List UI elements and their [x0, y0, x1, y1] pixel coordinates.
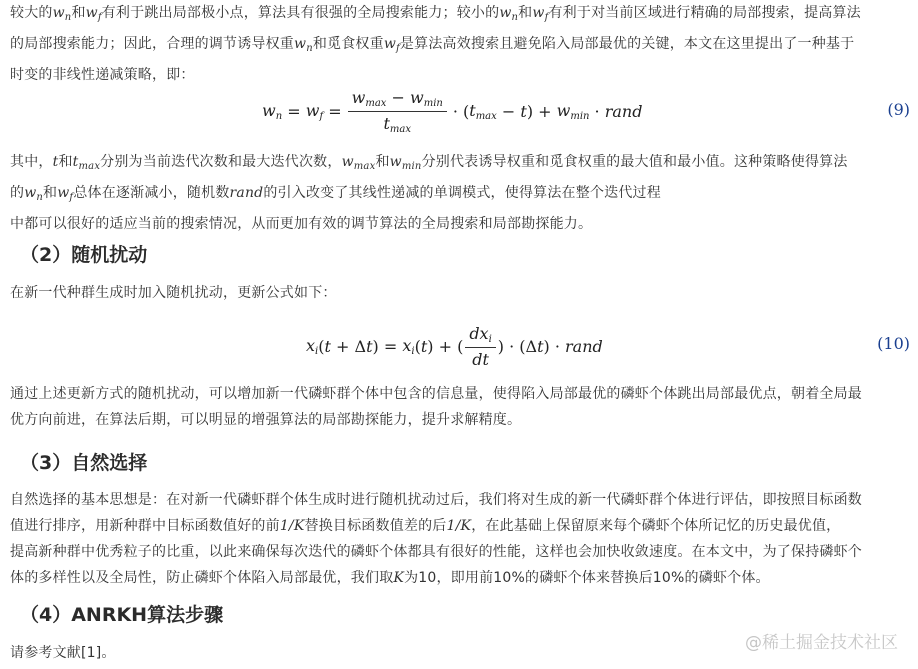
math-1-over-k: 1/K	[279, 518, 305, 534]
equation-number: (9)	[887, 100, 910, 119]
text: 分别为当前迭代次数和最大迭代次数，	[100, 154, 342, 170]
text: 优方向前进，在算法后期，可以明显的增强算法的局部勘探能力，提升求解精度。	[10, 412, 522, 428]
text: 在新一代种群生成时加入随机扰动，更新公式如下：	[10, 285, 337, 301]
fraction: $\frac{dx_i}{dt}$	[465, 324, 495, 369]
line-2	[10, 407, 910, 433]
text: 分别代表诱导权重和觅食权重的最大值和最小值。这种策略使得算法	[421, 154, 848, 170]
text: 提高新种群中优秀粒子的比重，以此来确保每次迭代的磷虾个体都具有很好的性能，这样也会加快收敛速度。在本文中，为了保持磷虾个	[10, 544, 862, 560]
math-wf: $w_f$	[85, 5, 102, 23]
math-t: t	[52, 154, 59, 170]
text: 时变的非线性递减策略，即：	[10, 67, 195, 83]
text: 为10，即用前10%的磷虾个体来替换后10%的磷虾个体。	[404, 570, 770, 586]
text: 较大的	[10, 5, 53, 21]
text: 和觅食权重	[312, 36, 384, 52]
paragraph-perturbation-effect	[10, 381, 910, 433]
math-tmax: $t_{max}$	[72, 154, 101, 172]
math-wf: $w_f$	[532, 5, 549, 23]
math-wn: $w_n$	[294, 36, 313, 54]
line-1	[10, 487, 910, 513]
text: 有利于对当前区域进行精确的局部搜索，提高算法	[548, 5, 861, 21]
reference-text: 请参考文献[1]。	[10, 645, 116, 661]
line-3	[10, 211, 910, 237]
math-wf: $w_f$	[383, 36, 400, 54]
line-4	[10, 565, 910, 591]
text: 总体在逐渐减小，随机数	[73, 185, 230, 201]
line-3	[10, 62, 910, 88]
math-wf: $w_f$	[57, 185, 74, 203]
text: 值进行排序，用新种群中目标函数值好的前	[10, 518, 280, 534]
math-wmin: $w_{min}$	[389, 154, 422, 172]
line-2	[10, 180, 910, 211]
math-wn: $w_n$	[52, 5, 72, 23]
text: 替换目标函数值差的后	[304, 518, 447, 534]
equation-10	[0, 322, 918, 370]
math-wn: $w_n$	[24, 185, 44, 203]
math-wmax: $w_{max}$	[341, 154, 376, 172]
math-k: K	[393, 570, 405, 586]
text: 体的多样性以及全局性，防止磷虾个体陷入局部最优，我们取	[10, 570, 394, 586]
text: 中都可以很好的适应当前的搜索情况，从而更加有效的调节算法的全局搜索和局部勘探能力。	[10, 216, 593, 232]
math-rand: rand	[229, 185, 264, 201]
fraction: $\frac{w_{max} - w_{min}}{t_{max}}$	[348, 88, 447, 135]
line-1	[10, 149, 910, 180]
math-wn: $w_n$	[499, 5, 519, 23]
text: 和	[71, 5, 86, 21]
paragraph-natural-selection	[10, 487, 910, 591]
line-2	[10, 31, 910, 62]
text: 和	[518, 5, 533, 21]
text: 通过上述更新方式的随机扰动，可以增加新一代磷虾群个体中包含的信息量，使得陷入局部最优的磷虾个体跳出局部最优点，朝着全局最	[10, 386, 862, 402]
line-1	[10, 0, 910, 31]
text: 和	[58, 154, 73, 170]
math-1-over-k: 1/K	[446, 518, 472, 534]
equation-9-body: $w_n$ = $w_f$ = $\frac{w_{max} - w_{min}}{t_{max}}$ · ( $t_{max}$ − t ) + $w_{min}$ · rand	[262, 87, 643, 135]
paragraph-weights-intro	[10, 0, 910, 88]
equation-number: (10)	[877, 334, 910, 353]
line-3	[10, 539, 910, 565]
heading-natural-selection: （3）自然选择	[20, 452, 148, 474]
text: 自然选择的基本思想是：在对新一代磷虾群个体生成时进行随机扰动过后，我们将对生成的新一代磷虾群个体进行评估，即按照目标函数	[10, 492, 862, 508]
text: ，在此基础上保留原来每个磷虾个体所记忆的历史最优值，	[471, 518, 841, 534]
text: 的局部搜索能力；因此，合理的调节诱导权重	[10, 36, 294, 52]
paragraph-perturbation-intro	[10, 280, 910, 306]
line-1	[10, 381, 910, 407]
watermark: @稀土掘金技术社区	[745, 633, 898, 653]
heading-random-perturbation: （2）随机扰动	[20, 244, 148, 266]
text: 的	[10, 185, 25, 201]
equation-10-body: $x_i$ ( t + Δ t ) = $x_i$ ( t ) + ( $\frac{dx_i}{dt}$ ) · (Δ t ) · rand	[306, 323, 603, 369]
text: 其中，	[10, 154, 53, 170]
heading-algorithm-steps: （4）ANRKH算法步骤	[20, 604, 224, 626]
text: 和	[43, 185, 58, 201]
paragraph-explanation	[10, 149, 910, 237]
text: 的引入改变了其线性递减的单调模式，使得算法在整个迭代过程	[263, 185, 661, 201]
line-2	[10, 513, 910, 539]
text: 是算法高效搜索且避免陷入局部最优的关键，本文在这里提出了一种基于	[399, 36, 855, 52]
text: 和	[375, 154, 390, 170]
equation-9	[0, 87, 918, 135]
text: 有利于跳出局部极小点，算法具有很强的全局搜索能力；较小的	[101, 5, 500, 21]
